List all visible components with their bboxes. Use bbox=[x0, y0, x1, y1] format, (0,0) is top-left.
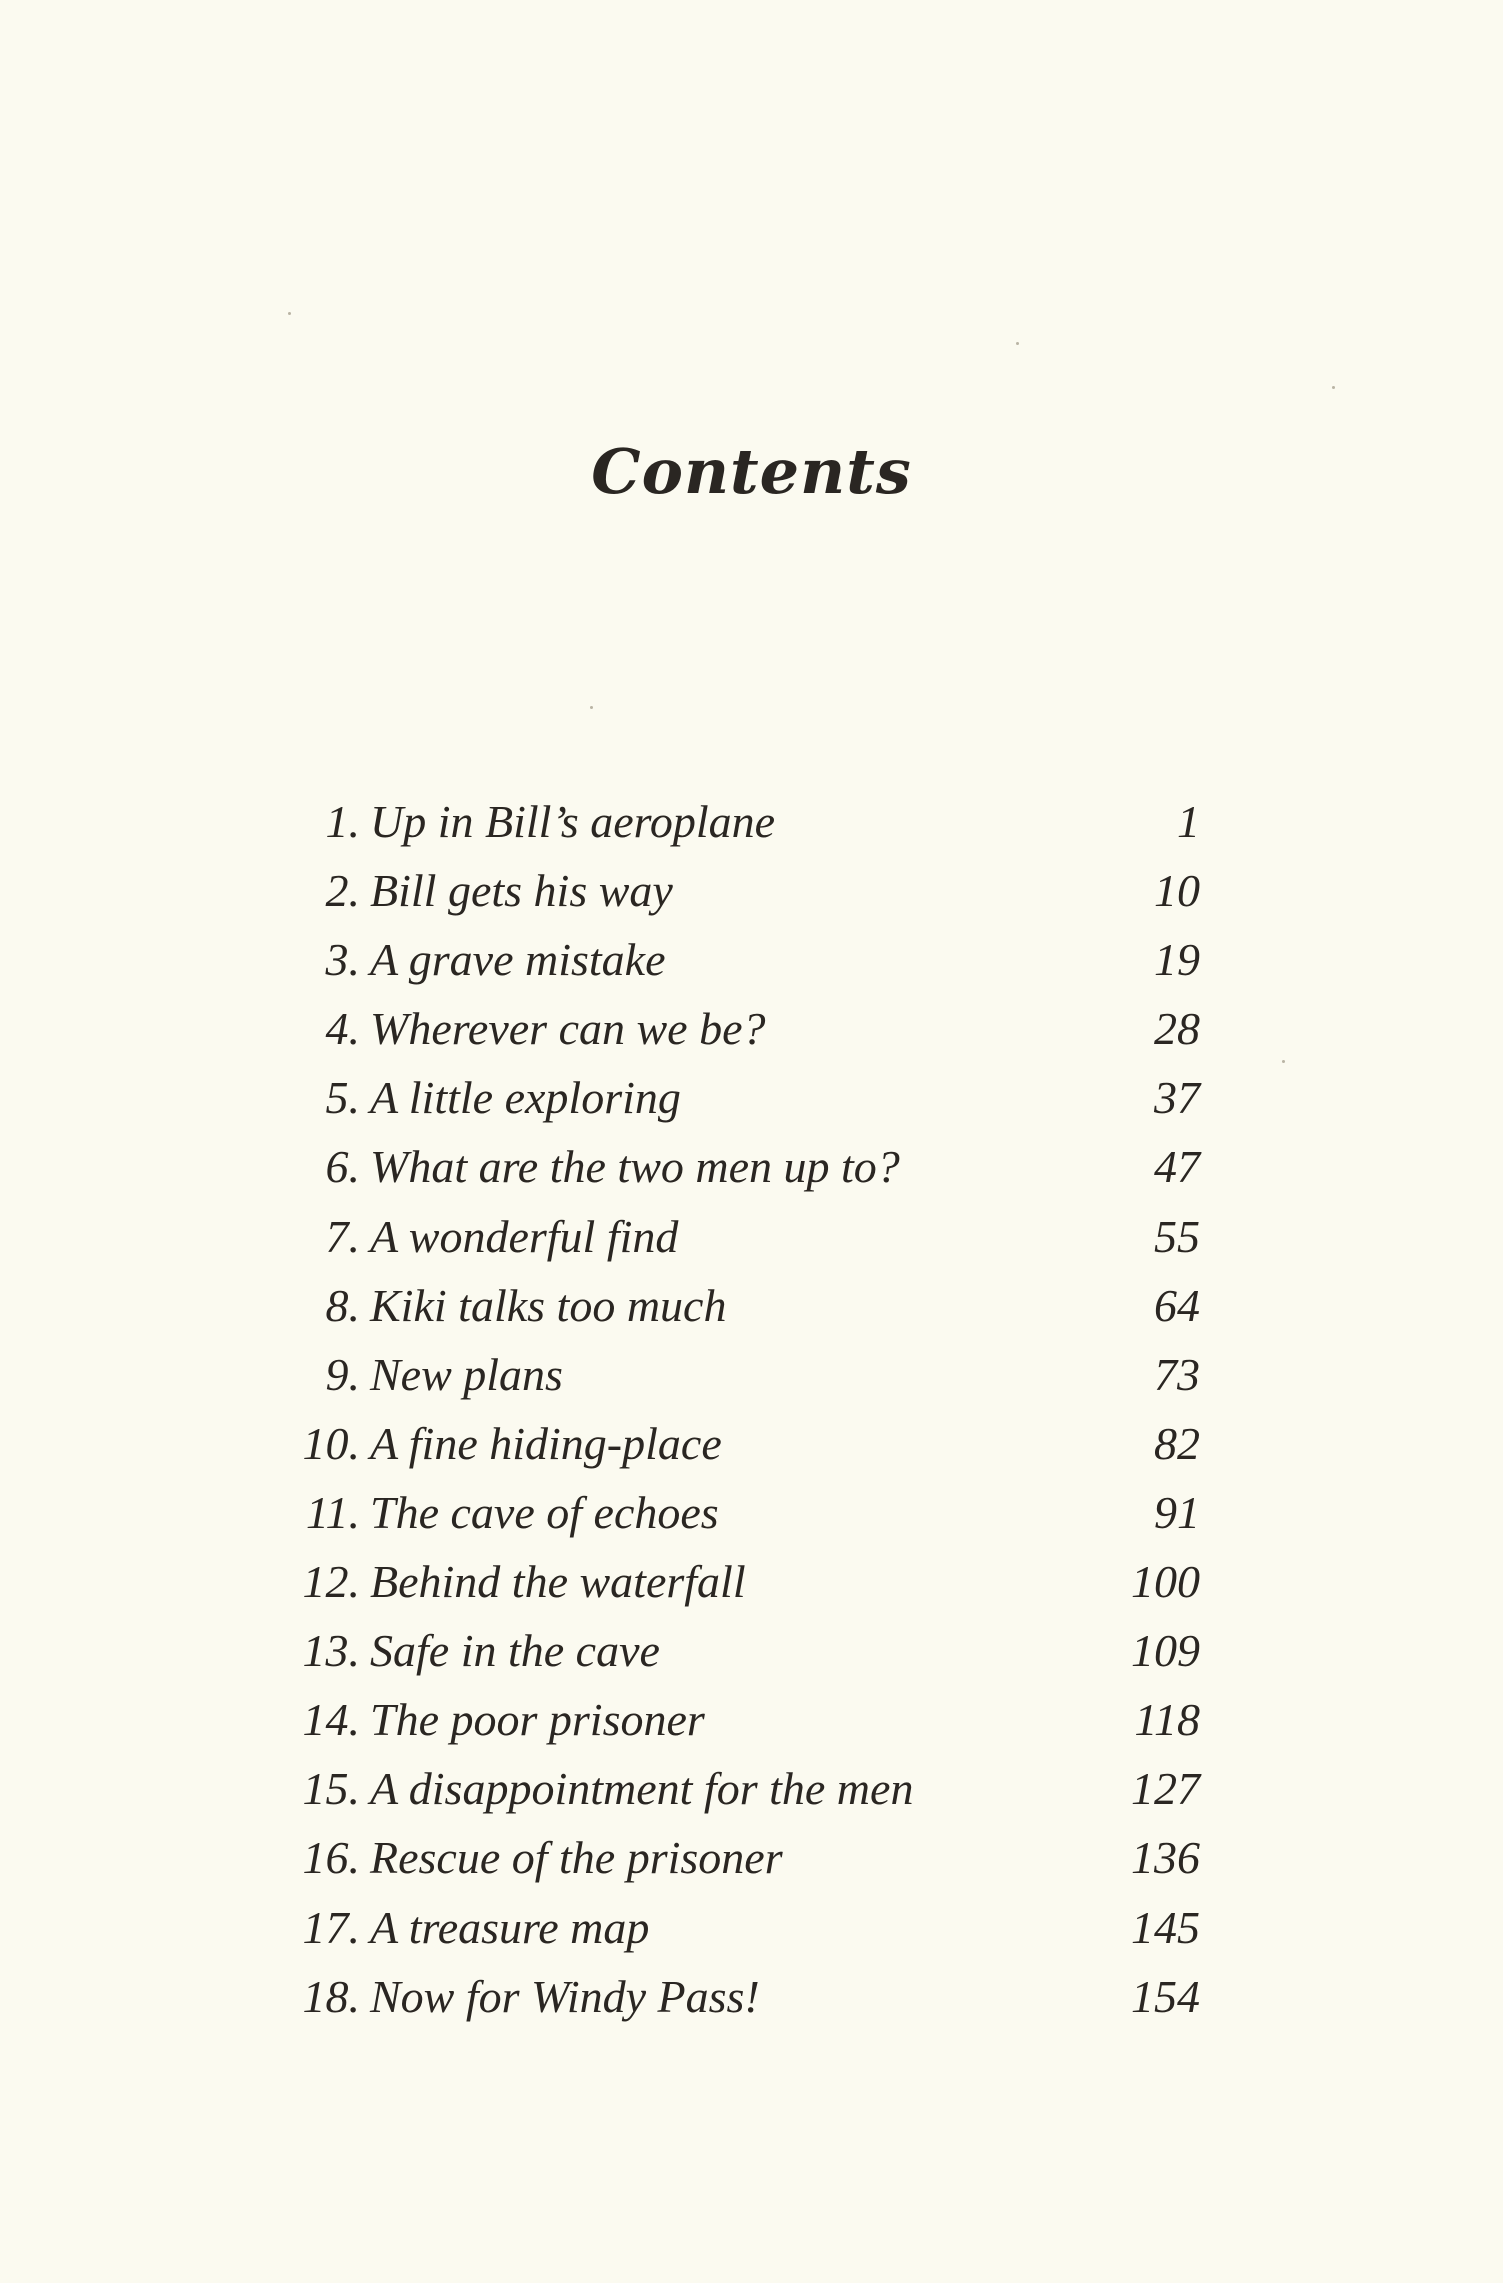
chapter-title: A fine hiding-place bbox=[370, 1417, 722, 1469]
chapter-number: 8. bbox=[325, 1279, 360, 1331]
chapter-number: 2. bbox=[325, 865, 360, 917]
chapter-title: A little exploring bbox=[370, 1072, 681, 1124]
toc-entry bbox=[280, 787, 1200, 856]
toc-entry bbox=[280, 1409, 1200, 1478]
toc-entry bbox=[280, 1685, 1200, 1754]
toc-entry bbox=[280, 1616, 1200, 1685]
chapter-page: 64 bbox=[1154, 1279, 1200, 1331]
chapter-number: 12. bbox=[302, 1556, 360, 1608]
chapter-page: 37 bbox=[1154, 1072, 1200, 1124]
chapter-title: Bill gets his way bbox=[370, 865, 673, 917]
chapter-number: 18. bbox=[302, 1970, 360, 2022]
chapter-title: A disappointment for the men bbox=[370, 1763, 914, 1815]
chapter-page: 1 bbox=[1177, 796, 1200, 847]
page-title: Contents bbox=[591, 435, 912, 508]
chapter-page: 73 bbox=[1154, 1348, 1200, 1400]
chapter-page: 28 bbox=[1154, 1003, 1200, 1055]
paper-speck bbox=[590, 706, 593, 709]
chapter-page: 91 bbox=[1154, 1486, 1200, 1538]
chapter-page: 10 bbox=[1154, 865, 1200, 917]
chapter-title: Kiki talks too much bbox=[370, 1279, 727, 1331]
chapter-number: 10. bbox=[302, 1417, 360, 1469]
toc-entry bbox=[280, 1893, 1200, 1962]
chapter-title: A grave mistake bbox=[370, 934, 666, 986]
chapter-page: 55 bbox=[1154, 1210, 1200, 1262]
chapter-page: 100 bbox=[1131, 1556, 1200, 1608]
chapter-number: 15. bbox=[302, 1763, 360, 1815]
chapter-title: The poor prisoner bbox=[370, 1694, 705, 1746]
chapter-title: Now for Windy Pass! bbox=[370, 1970, 760, 2022]
chapter-page: 109 bbox=[1131, 1625, 1200, 1677]
chapter-page: 118 bbox=[1134, 1694, 1200, 1746]
toc-entry bbox=[280, 1340, 1200, 1409]
chapter-number: 14. bbox=[302, 1694, 360, 1746]
chapter-title: A wonderful find bbox=[370, 1210, 679, 1262]
chapter-page: 127 bbox=[1131, 1763, 1200, 1815]
chapter-page: 154 bbox=[1131, 1970, 1200, 2022]
chapter-number: 5. bbox=[325, 1072, 360, 1124]
chapter-title: Rescue of the prisoner bbox=[370, 1832, 783, 1884]
toc-entry bbox=[280, 994, 1200, 1063]
chapter-title: Behind the waterfall bbox=[370, 1556, 746, 1608]
chapter-title: What are the two men up to? bbox=[370, 1141, 900, 1193]
toc-entry bbox=[280, 925, 1200, 994]
chapter-number: 6. bbox=[325, 1141, 360, 1193]
toc-entry bbox=[280, 1132, 1200, 1201]
toc-entry bbox=[280, 856, 1200, 925]
chapter-number: 4. bbox=[325, 1003, 360, 1055]
chapter-number: 3. bbox=[325, 934, 360, 986]
paper-speck bbox=[1016, 342, 1019, 345]
toc-entry bbox=[280, 1271, 1200, 1340]
toc-entry bbox=[280, 1547, 1200, 1616]
chapter-number: 9. bbox=[325, 1348, 360, 1400]
toc-entry bbox=[280, 1202, 1200, 1271]
chapter-number: 17. bbox=[302, 1901, 360, 1953]
toc-entry bbox=[280, 1754, 1200, 1823]
chapter-title: New plans bbox=[370, 1348, 563, 1400]
chapter-page: 145 bbox=[1131, 1901, 1200, 1953]
toc-entry bbox=[280, 1063, 1200, 1132]
chapter-title: A treasure map bbox=[370, 1901, 650, 1953]
chapter-number: 11. bbox=[305, 1486, 360, 1538]
chapter-title: Up in Bill’s aeroplane bbox=[370, 796, 776, 847]
toc-entry bbox=[280, 1823, 1200, 1892]
paper-speck bbox=[1332, 386, 1335, 389]
chapter-page: 82 bbox=[1154, 1417, 1200, 1469]
chapter-number: 1. bbox=[325, 796, 360, 847]
chapter-number: 16. bbox=[302, 1832, 360, 1884]
chapter-page: 136 bbox=[1131, 1832, 1200, 1884]
paper-speck bbox=[1282, 1060, 1285, 1063]
paper-speck bbox=[288, 312, 291, 315]
chapter-title: Wherever can we be? bbox=[370, 1003, 766, 1055]
chapter-page: 47 bbox=[1154, 1141, 1200, 1193]
toc-entry bbox=[280, 1962, 1200, 2031]
chapter-title: The cave of echoes bbox=[370, 1486, 719, 1538]
chapter-number: 7. bbox=[325, 1210, 360, 1262]
chapter-number: 13. bbox=[302, 1625, 360, 1677]
toc-entry bbox=[280, 1478, 1200, 1547]
chapter-title: Safe in the cave bbox=[370, 1625, 660, 1677]
chapter-page: 19 bbox=[1154, 934, 1200, 986]
table-of-contents bbox=[280, 787, 1200, 2031]
